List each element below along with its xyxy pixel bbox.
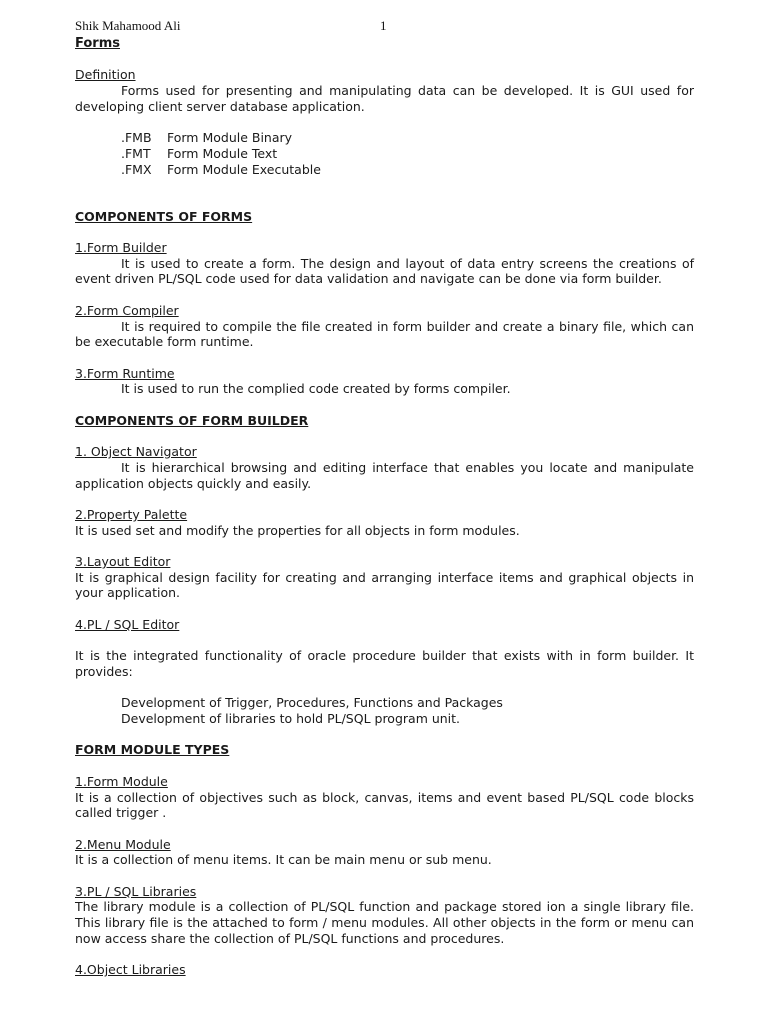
subsection-text: It is hierarchical browsing and editing interface that enables you locate and manipulate application objects quickly and easily. (75, 459, 694, 491)
subsection-heading: 2.Menu Module (75, 836, 171, 852)
spacer (75, 193, 694, 209)
subsection-heading: 2.Property Palette (75, 506, 188, 522)
subsection-heading: 1. Object Navigator (75, 444, 197, 460)
subsection-heading: 3.Layout Editor (75, 554, 171, 570)
header-page-number: 1 (380, 18, 387, 33)
subsection-text: The library module is a collection of PL/SQL function and package stored ion a single library file. This library file is the attached to form / menu modules. All other objects in the form or menu can now access share the collection of PL/SQL functions and procedures. (75, 899, 694, 946)
extension-desc: Form Module Executable (167, 161, 321, 177)
subsection-heading: 2.Form Compiler (75, 302, 179, 318)
extension-item (121, 162, 694, 178)
subsection-text: It is required to compile the file created in form builder and create a binary file, which can be executable form runtime. (75, 318, 694, 350)
extension-code: .FMX (121, 161, 152, 177)
subsection-heading: 1.Form Module (75, 773, 168, 789)
subsection-heading: 4.PL / SQL Editor (75, 616, 180, 632)
provides-list (121, 695, 694, 726)
extension-desc: Form Module Binary (167, 130, 293, 146)
subsection-text: It is used to run the complied code created by forms compiler. (121, 381, 511, 397)
section-heading-form-module-types: FORM MODULE TYPES (75, 742, 230, 758)
subsection-heading: 4.Object Libraries (75, 962, 186, 978)
extension-list (121, 130, 694, 177)
section-heading-components-of-forms: COMPONENTS OF FORMS (75, 208, 253, 224)
definition-text: Forms used for presenting and manipulating data can be developed. It is GUI used for developing client server database application. (75, 83, 694, 114)
subsection-text: It is used set and modify the properties for all objects in form modules. (75, 522, 520, 538)
subsection-heading: 3.PL / SQL Libraries (75, 883, 197, 899)
subsection-text: It is used to create a form. The design and layout of data entry screens the creations of event driven PL/SQL code used for data validation and navigate can be done via form builder. (75, 255, 694, 287)
definition-heading: Definition (75, 67, 136, 83)
subsection-heading: 1.Form Builder (75, 240, 167, 256)
extension-item (121, 146, 694, 162)
extension-code: .FMB (121, 130, 152, 146)
extension-item (121, 130, 694, 146)
header-author: Shik Mahamood Ali (75, 18, 181, 33)
provides-item: Development of Trigger, Procedures, Functions and Packages (121, 695, 503, 711)
provides-item: Development of libraries to hold PL/SQL program unit. (121, 711, 461, 727)
subsection-text: It is a collection of menu items. It can be main menu or sub menu. (75, 852, 492, 868)
subsection-heading: 3.Form Runtime (75, 365, 175, 381)
extension-code: .FMT (121, 145, 151, 161)
subsection-text: It is a collection of objectives such as block, canvas, items and event based PL/SQL code blocks called trigger . (75, 789, 694, 821)
subsection-text: It is graphical design facility for creating and arranging interface items and graphical objects in your application. (75, 569, 694, 601)
extension-desc: Form Module Text (167, 145, 278, 161)
document-body (75, 36, 694, 978)
subsection-text: It is the integrated functionality of oracle procedure builder that exists with in form builder. It provides: (75, 648, 694, 679)
page-title: Forms (75, 36, 120, 51)
section-heading-components-of-form-builder: COMPONENTS OF FORM BUILDER (75, 412, 309, 428)
